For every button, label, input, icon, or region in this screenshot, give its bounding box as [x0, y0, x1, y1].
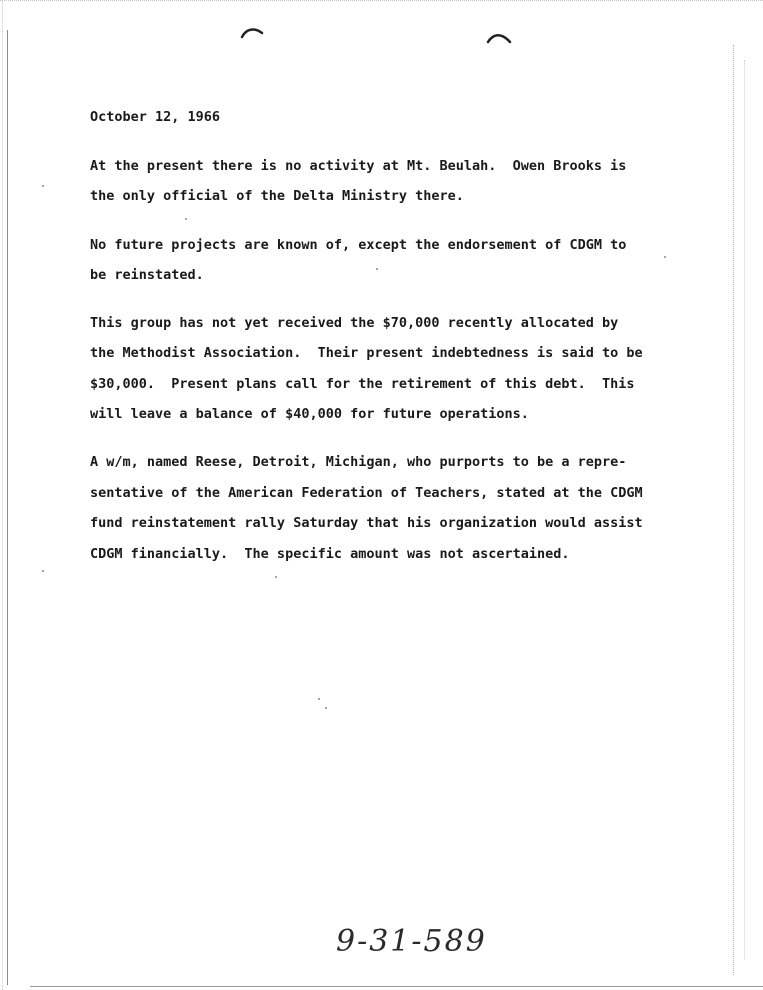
page-top-edge	[0, 0, 763, 1]
page-left-margin-line	[2, 0, 3, 990]
paragraph-1-line-1: At the present there is no activity at Mt. Beulah. Owen Brooks is	[90, 158, 627, 174]
document-date: October 12, 1966	[90, 109, 221, 125]
page-right-edge	[733, 45, 734, 975]
scan-speck	[275, 576, 277, 578]
scan-speck	[318, 698, 320, 700]
paragraph-2-line-2: be reinstated.	[90, 267, 204, 283]
page-right-margin-line	[744, 60, 745, 960]
paragraph-3-line-1: This group has not yet received the $70,000 recently allocated by	[90, 315, 619, 331]
paragraph-4-line-1: A w/m, named Reese, Detroit, Michigan, who purports to be a repre-	[90, 454, 627, 470]
paragraph-2-line-1: No future projects are known of, except the endorsement of CDGM to	[90, 237, 627, 253]
scan-speck	[42, 185, 44, 187]
page-left-edge	[7, 30, 8, 985]
scan-speck	[42, 570, 44, 572]
scan-speck	[376, 268, 378, 270]
page-bottom-edge	[30, 986, 763, 987]
file-number-handwritten: 9-31-589	[336, 924, 487, 959]
paragraph-4-line-2: sentative of the American Federation of Teachers, stated at the CDGM	[90, 485, 643, 501]
paragraph-1-line-2: the only official of the Delta Ministry there.	[90, 188, 464, 204]
scan-speck	[325, 707, 327, 709]
paragraph-4-line-4: CDGM financially. The specific amount was not ascertained.	[90, 546, 570, 562]
paragraph-3-line-2: the Methodist Association. Their present indebtedness is said to be	[90, 345, 643, 361]
paragraph-3-line-3: $30,000. Present plans call for the retirement of this debt. This	[90, 376, 635, 392]
paragraph-3-line-4: will leave a balance of $40,000 for future operations.	[90, 406, 529, 422]
punch-hole-mark-left	[240, 26, 264, 40]
paragraph-4-line-3: fund reinstatement rally Saturday that his organization would assist	[90, 515, 643, 531]
punch-hole-mark-right	[486, 30, 512, 46]
scan-speck	[185, 218, 187, 220]
scan-speck	[664, 256, 666, 258]
